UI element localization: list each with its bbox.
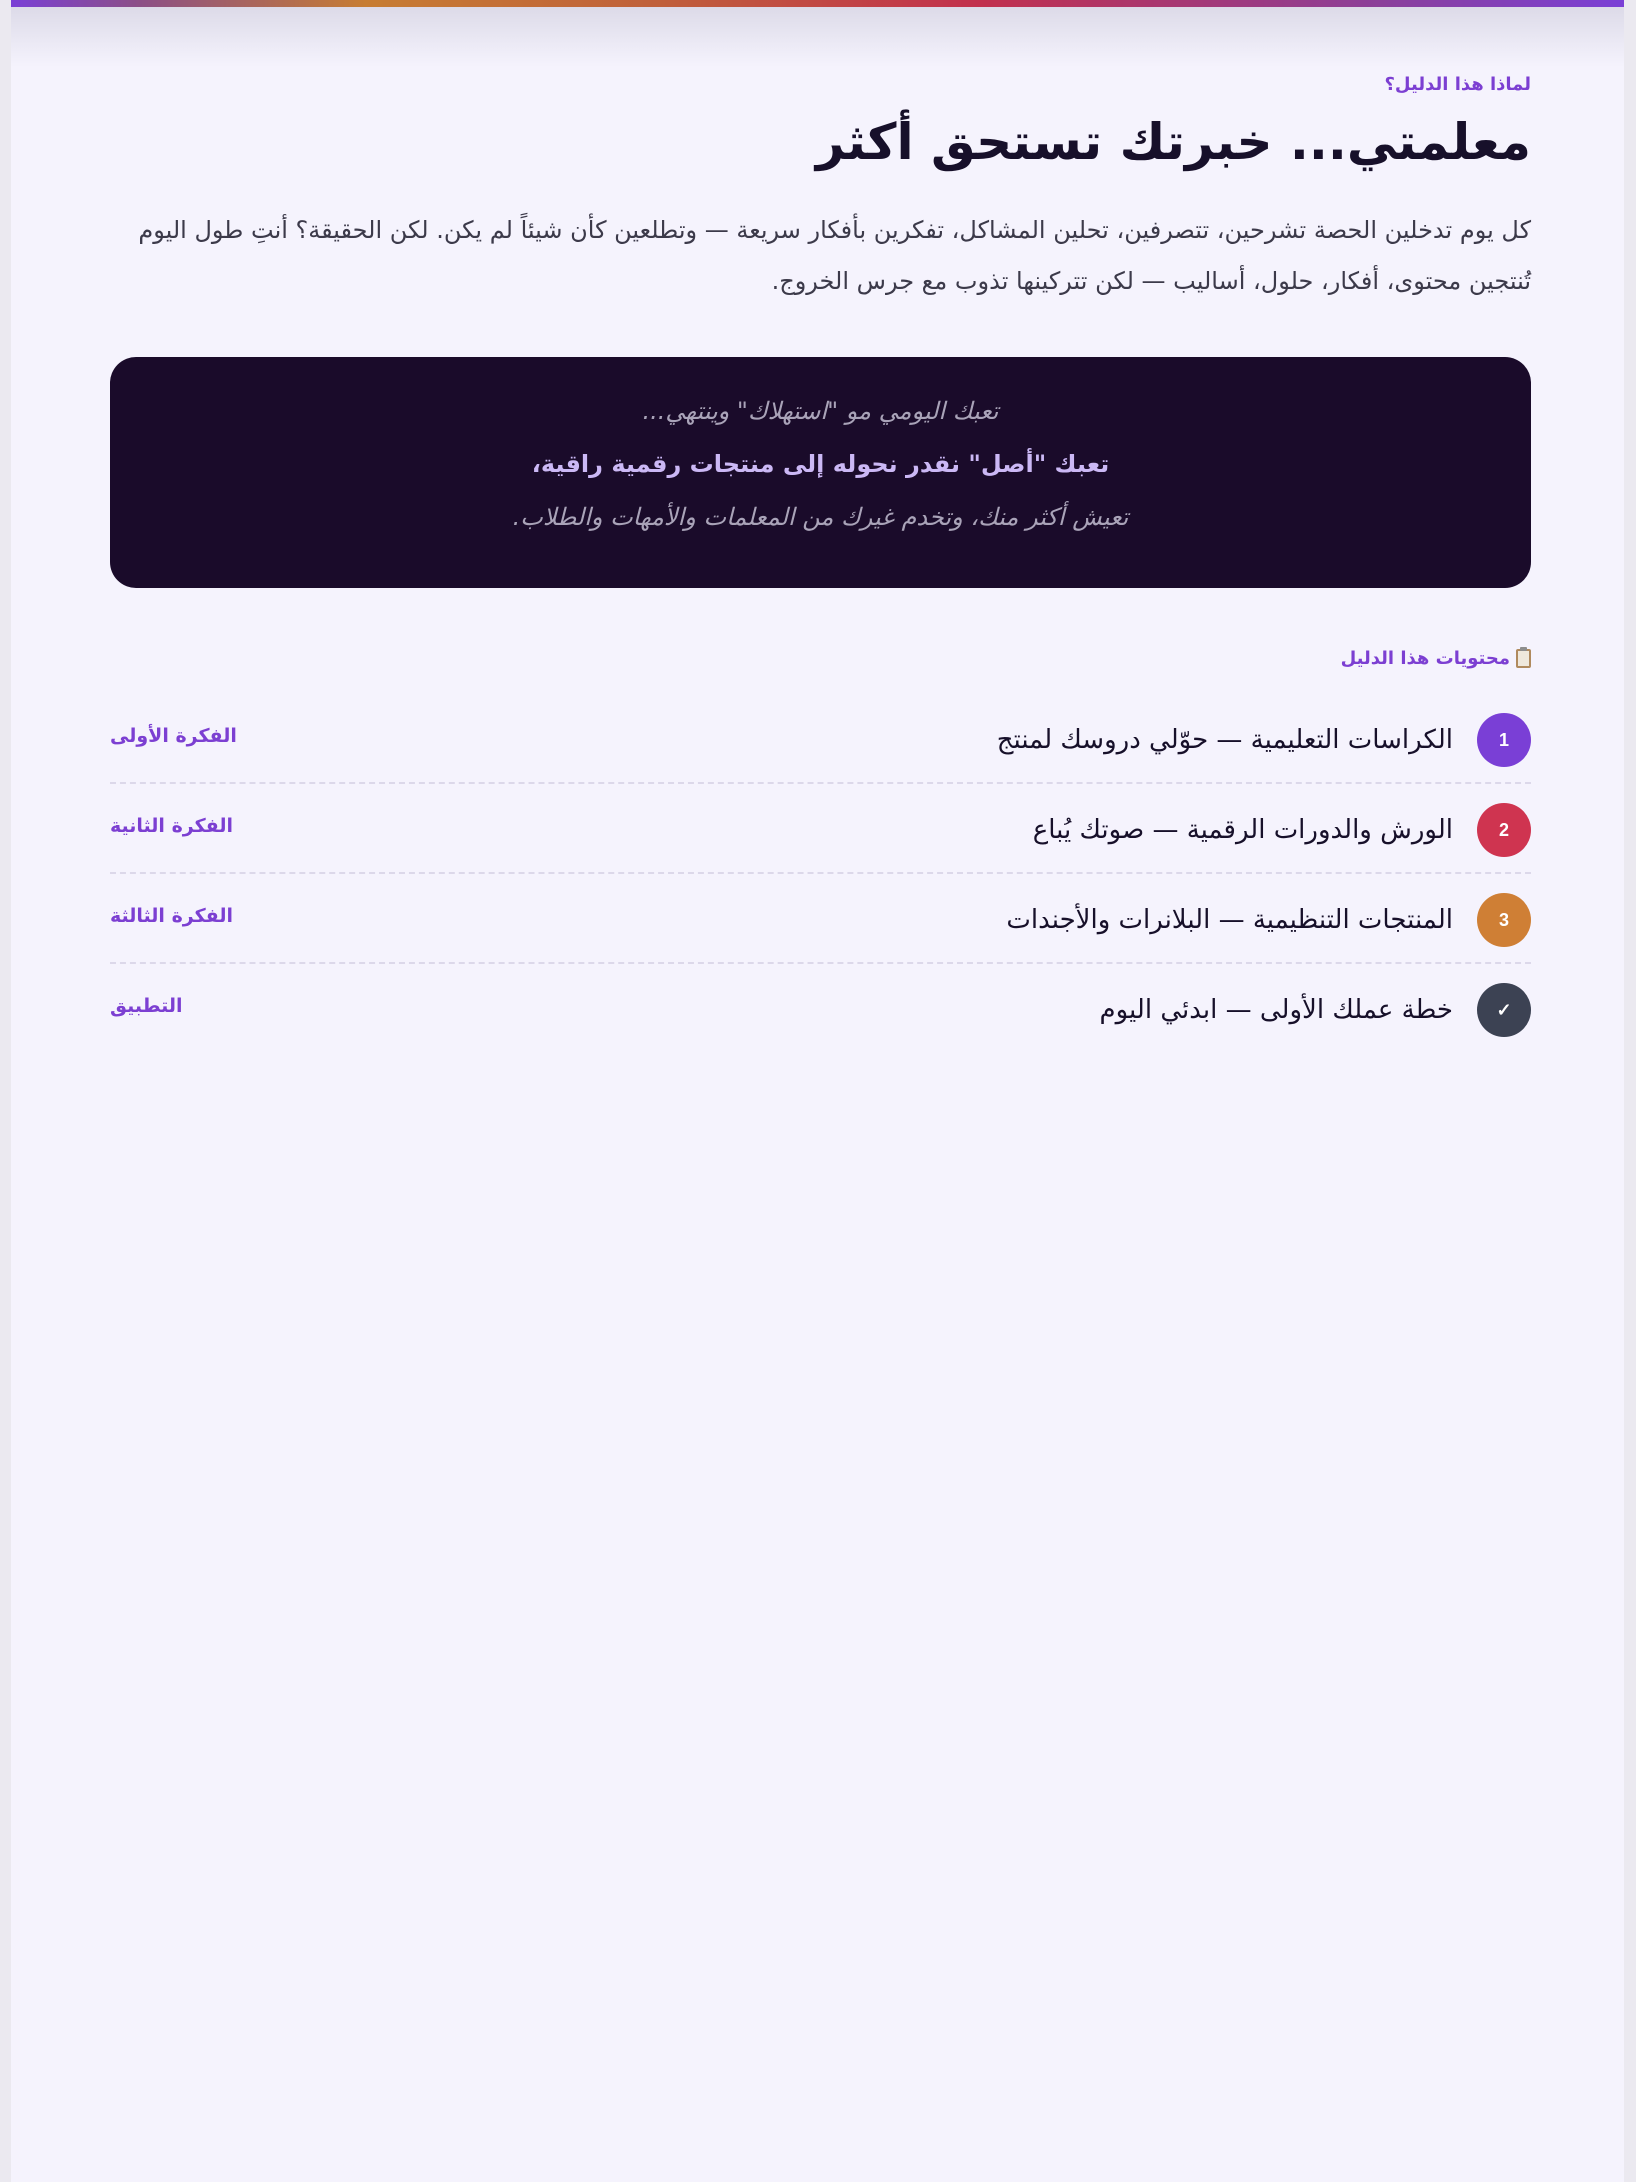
page-title: معلمتي... خبرتك تستحق أكثر [815,113,1531,171]
clipboard-icon [1516,649,1531,668]
toc-number-badge: 3 [1477,893,1531,947]
toc-item-4[interactable] [110,964,1531,1054]
top-shadow [11,7,1624,67]
quote-line-1: تعبك اليومي مو "استهلاك" وينتهي... [642,397,999,425]
toc-item-1[interactable] [110,694,1531,784]
toc-item-tag: الفكرة الأولى [110,725,237,747]
toc-item-title[interactable]: خطة عملك الأولى — ابدئي اليوم [1099,995,1453,1025]
quote-box [110,357,1531,588]
checkmark-icon: ✓ [1477,983,1531,1037]
quote-line-2: تعبك "أصل" نقدر نحوله إلى منتجات رقمية راقية، [531,450,1110,478]
page [11,0,1624,2182]
toc-item-2[interactable] [110,784,1531,874]
toc-list [110,694,1531,1054]
toc-number-badge: 1 [1477,713,1531,767]
toc-item-title[interactable]: الورش والدورات الرقمية — صوتك يُباع [1032,815,1453,845]
toc-item-tag: الفكرة الثانية [110,815,233,837]
toc-number-badge: 2 [1477,803,1531,857]
toc-item-3[interactable] [110,874,1531,964]
toc-item-title[interactable]: الكراسات التعليمية — حوّلي دروسك لمنتج [996,725,1453,755]
quote-line-3: تعيش أكثر منك، وتخدم غيرك من المعلمات والأمهات والطلاب. [512,503,1129,531]
toc-item-tag: التطبيق [110,995,183,1017]
intro-paragraph: كل يوم تدخلين الحصة تشرحين، تتصرفين، تحلين المشاكل، تفكرين بأفكار سريعة — وتطلعين كأن شيئاً لم يكن. لكن الحقيقة؟ أنتِ طول اليوم تُنتجين محتوى، أفكار، حلول، أساليب — لكن تتركينها تذوب مع جرس الخروج. [138,216,1531,295]
toc-item-tag: الفكرة الثالثة [110,905,233,927]
toc-item-title[interactable]: المنتجات التنظيمية — البلانرات والأجندات [1006,905,1453,935]
toc-header [1341,648,1531,669]
toc-heading: محتويات هذا الدليل [1340,648,1510,669]
section-eyebrow: لماذا هذا الدليل؟ [1384,74,1531,95]
top-gradient-bar [11,0,1624,7]
